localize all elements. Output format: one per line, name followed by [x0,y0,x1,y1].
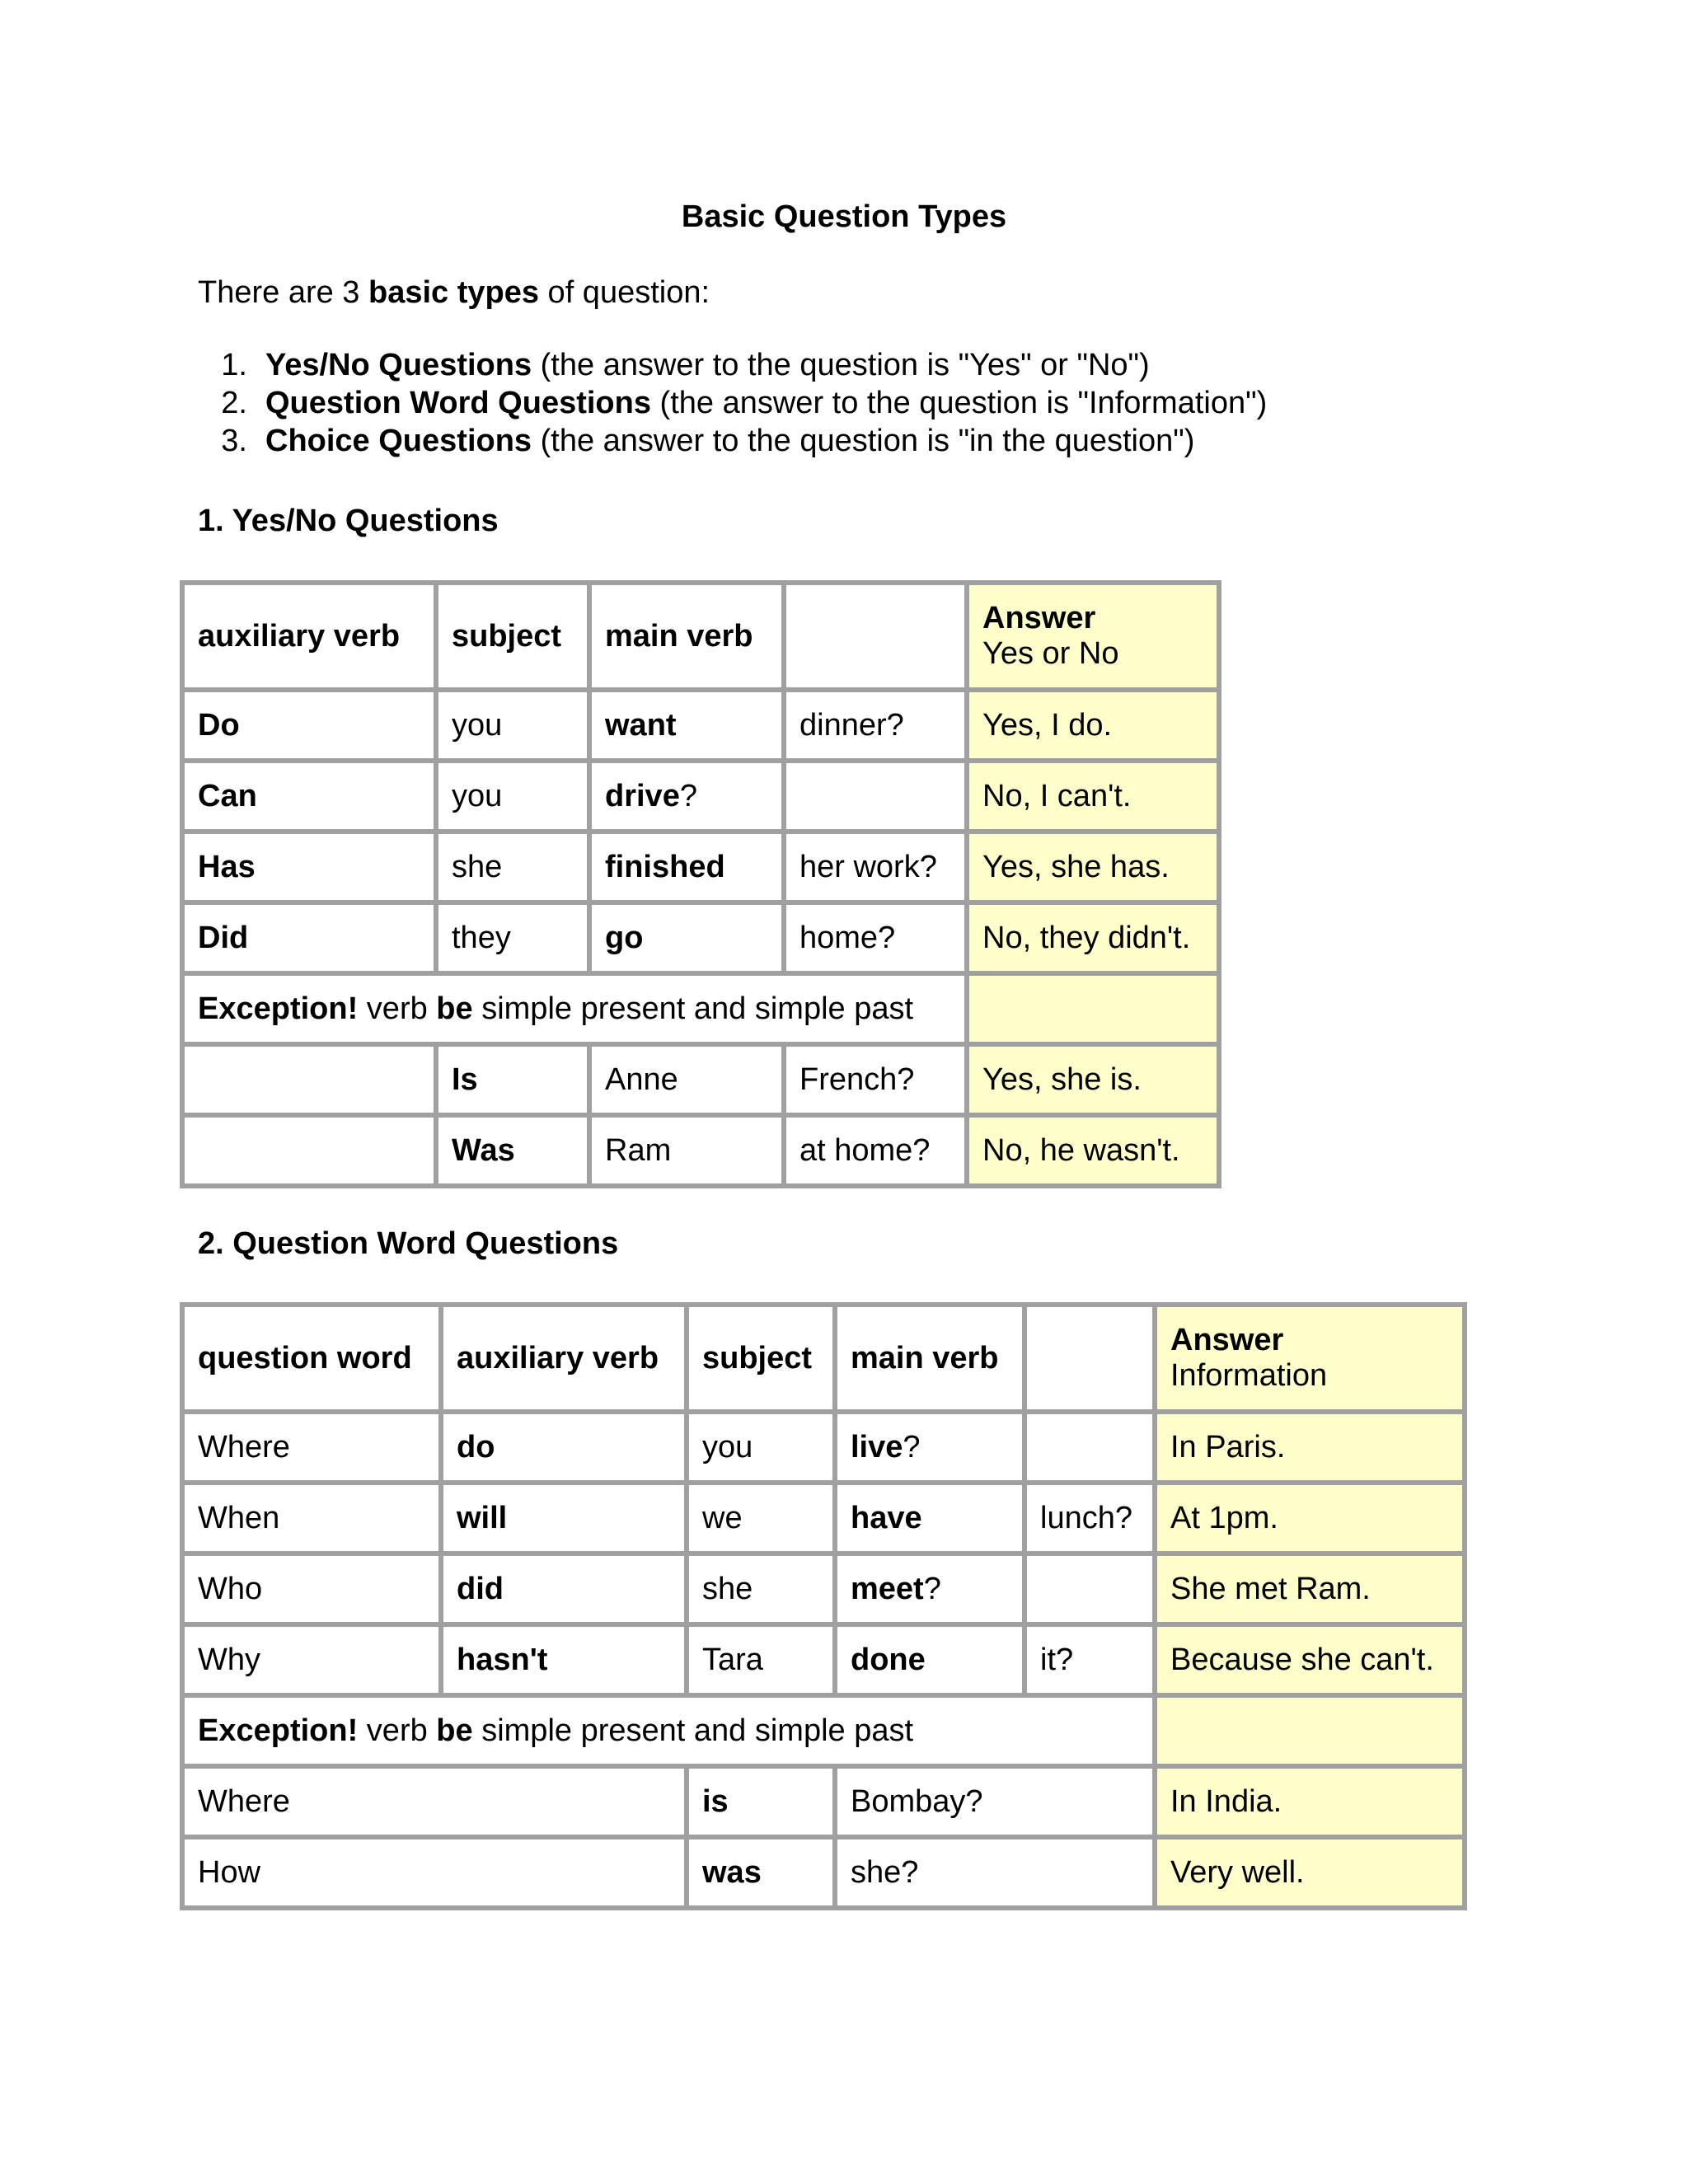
question-word-cell: When [182,1483,441,1554]
answer-cell [1155,1695,1465,1766]
exception-row [182,1695,1465,1766]
question-word-table [180,1302,1467,1910]
empty-cell [182,1044,436,1115]
list-number: 1. [221,348,247,382]
exception-text: simple present and simple past [472,991,914,1026]
answer-cell: Yes, she is. [967,1044,1219,1115]
header-cell: subject [436,583,589,690]
subject-cell: you [436,761,589,832]
exception-text: verb [358,1713,437,1748]
answer-cell [967,973,1219,1044]
question-word-cell: How [182,1837,687,1908]
list-item-description: (the answer to the question is "Information") [651,386,1268,420]
aux-cell: Can [182,761,436,832]
yes-no-table [180,580,1221,1188]
subject-cell: you [687,1412,835,1483]
extra-cell [784,761,967,832]
exception-label: Exception! [198,991,359,1026]
subject-cell: she [436,832,589,902]
exception-verb: be [436,1713,473,1748]
header-cell [1025,1305,1155,1412]
header-cell: auxiliary verb [441,1305,687,1412]
table-header-row [182,1305,1465,1412]
answer-cell: In India. [1155,1766,1465,1837]
table-row [182,1766,1465,1837]
header-cell: main verb [589,583,784,690]
answer-header-title: Answer [1170,1323,1284,1357]
answer-cell: Very well. [1155,1837,1465,1908]
aux-cell: Do [182,690,436,761]
extra-cell: French? [784,1044,967,1115]
aux-cell: Did [182,902,436,973]
exception-label: Exception! [198,1713,359,1748]
subject-cell: Ram [589,1115,784,1186]
list-item-name: Question Word Questions [265,386,651,420]
intro-text-bold: basic types [368,275,539,310]
main-verb-cell [589,902,784,973]
question-word-cell: Where [182,1766,687,1837]
table-row [182,1412,1465,1483]
exception-text: simple present and simple past [472,1713,914,1748]
rest-cell: she? [835,1837,1155,1908]
punctuation: ? [679,778,697,813]
header-cell: main verb [835,1305,1025,1412]
intro-paragraph [198,272,710,313]
section1-heading: 1. Yes/No Questions [198,504,499,538]
header-cell: auxiliary verb [182,583,436,690]
table-header-row [182,583,1219,690]
verb-cell: Was [436,1115,589,1186]
list-item-name: Yes/No Questions [265,348,532,382]
punctuation: ? [903,1429,921,1465]
answer-header-title: Answer [982,601,1096,635]
table-row [182,1483,1465,1554]
subject-cell: they [436,902,589,973]
answer-cell: No, he wasn't. [967,1115,1219,1186]
subject-cell: she [687,1554,835,1624]
main-verb: live [851,1429,903,1465]
question-word-cell: Where [182,1412,441,1483]
list-number: 3. [221,424,247,458]
verb-cell: was [687,1837,835,1908]
answer-cell: In Paris. [1155,1412,1465,1483]
subject-cell: you [436,690,589,761]
extra-cell [1025,1412,1155,1483]
table-row [182,832,1219,902]
list-item [198,346,1267,384]
page-title: Basic Question Types [681,199,1007,234]
aux-cell: did [441,1554,687,1624]
subject-cell: we [687,1483,835,1554]
extra-cell: it? [1025,1624,1155,1695]
exception-note [182,1695,1155,1766]
extra-cell: home? [784,902,967,973]
answer-cell: At 1pm. [1155,1483,1465,1554]
section2-heading: 2. Question Word Questions [198,1226,619,1261]
extra-cell [1025,1554,1155,1624]
main-verb-cell [835,1554,1025,1624]
main-verb: finished [605,849,725,884]
table-row [182,761,1219,832]
list-item-description: (the answer to the question is "in the question") [532,424,1195,458]
list-item [198,384,1267,422]
question-types-list [198,346,1267,460]
table-row [182,1554,1465,1624]
main-verb: have [851,1500,922,1535]
question-word-cell: Who [182,1554,441,1624]
header-cell [784,583,967,690]
main-verb-cell [589,832,784,902]
aux-cell: will [441,1483,687,1554]
main-verb: go [605,920,644,955]
punctuation: ? [923,1571,941,1606]
main-verb-cell [835,1412,1025,1483]
table-row [182,1044,1219,1115]
table-row [182,1624,1465,1695]
extra-cell: lunch? [1025,1483,1155,1554]
aux-cell: Has [182,832,436,902]
table-row [182,1837,1465,1908]
exception-verb: be [436,991,473,1026]
verb-cell: is [687,1766,835,1837]
answer-cell: Yes, I do. [967,690,1219,761]
list-number: 2. [221,386,247,420]
table-row [182,1115,1219,1186]
list-item-description: (the answer to the question is "Yes" or "No") [532,348,1150,382]
list-item [198,422,1267,460]
table-row [182,690,1219,761]
main-verb-cell [589,690,784,761]
answer-cell: Yes, she has. [967,832,1219,902]
question-word-cell: Why [182,1624,441,1695]
answer-cell: No, I can't. [967,761,1219,832]
empty-cell [182,1115,436,1186]
main-verb: done [851,1642,926,1677]
verb-cell: Is [436,1044,589,1115]
extra-cell: at home? [784,1115,967,1186]
answer-cell: Because she can't. [1155,1624,1465,1695]
extra-cell: dinner? [784,690,967,761]
rest-cell: Bombay? [835,1766,1155,1837]
main-verb: want [605,707,677,743]
answer-cell: She met Ram. [1155,1554,1465,1624]
subject-cell: Anne [589,1044,784,1115]
main-verb: drive [605,778,680,813]
intro-text-start: There are 3 [198,275,368,310]
subject-cell: Tara [687,1624,835,1695]
aux-cell: do [441,1412,687,1483]
answer-header-cell [1155,1305,1465,1412]
intro-text-end: of question: [539,275,710,310]
extra-cell: her work? [784,832,967,902]
answer-header-subtitle: Yes or No [982,636,1119,671]
exception-row [182,973,1219,1044]
table-row [182,902,1219,973]
list-item-name: Choice Questions [265,424,532,458]
main-verb-cell [589,761,784,832]
main-verb-cell [835,1483,1025,1554]
answer-header-subtitle: Information [1170,1358,1328,1393]
main-verb-cell [835,1624,1025,1695]
exception-note [182,973,967,1044]
exception-text: verb [358,991,437,1026]
header-cell: subject [687,1305,835,1412]
aux-cell: hasn't [441,1624,687,1695]
answer-header-cell [967,583,1219,690]
main-verb: meet [851,1571,924,1606]
answer-cell: No, they didn't. [967,902,1219,973]
header-cell: question word [182,1305,441,1412]
